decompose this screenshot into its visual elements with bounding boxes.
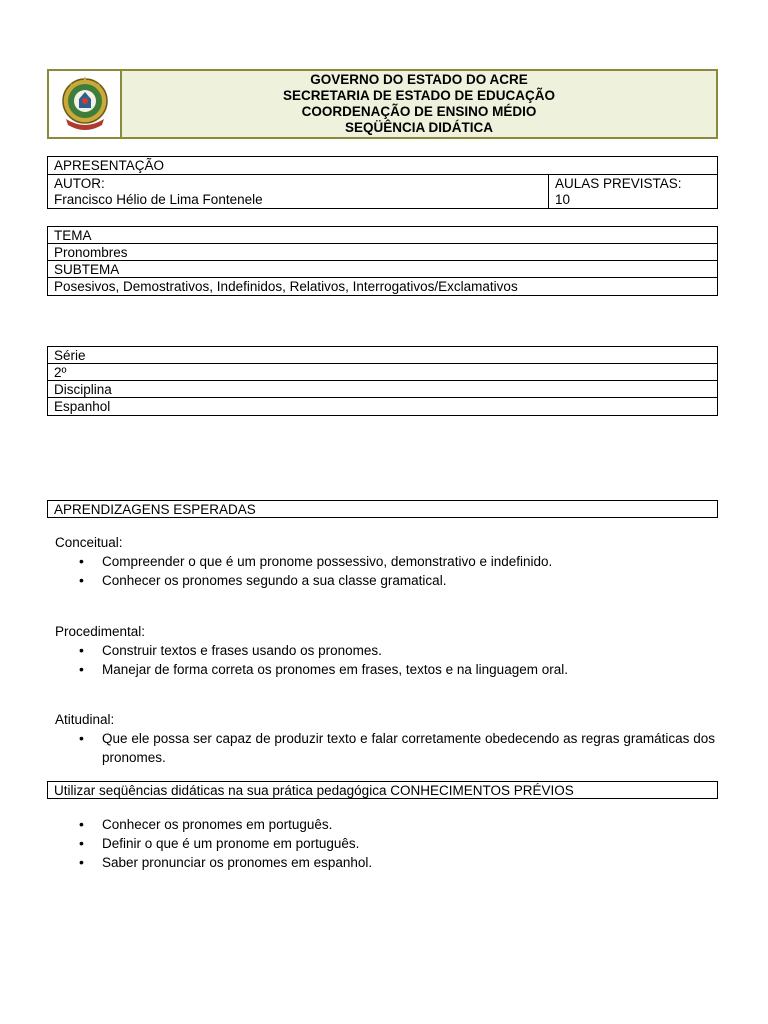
header-line-sequence: SEQÜÊNCIA DIDÁTICA [344, 120, 493, 135]
list-item [55, 729, 715, 767]
list-item-text: Conhecer os pronomes em português. [102, 817, 333, 832]
bullet-icon: • [79, 816, 84, 832]
presentation-table [47, 156, 718, 209]
presentation-author-row [48, 175, 717, 208]
bullet-icon: • [79, 854, 84, 870]
procedural-list [55, 641, 715, 679]
lessons-value: 10 [555, 192, 571, 207]
procedural-label: Procedimental: [55, 624, 146, 639]
author-value: Francisco Hélio de Lima Fontenele [54, 192, 263, 207]
conceptual-list [55, 552, 715, 590]
document-header [47, 69, 718, 139]
conceptual-label: Conceitual: [55, 535, 123, 550]
procedural-section [55, 622, 715, 679]
bullet-icon: • [79, 642, 84, 658]
attitudinal-section [55, 710, 715, 767]
list-item [55, 834, 715, 853]
header-line-secretariat: SECRETARIA DE ESTADO DE EDUCAÇÃO [282, 88, 556, 103]
header-title-block [122, 71, 716, 137]
author-label: AUTOR: [54, 176, 105, 191]
prior-knowledge-list [55, 815, 715, 872]
subject-value: Espanhol [54, 399, 111, 414]
list-item [55, 853, 715, 872]
theme-label: TEMA [48, 227, 717, 244]
list-item [55, 815, 715, 834]
bullet-icon: • [79, 572, 84, 588]
bullet-icon: • [79, 661, 84, 677]
list-item [55, 641, 715, 660]
lessons-label: AULAS PREVISTAS: [555, 176, 682, 191]
attitudinal-label: Atitudinal: [55, 712, 115, 727]
theme-table [47, 226, 718, 296]
logo-cell [49, 71, 122, 137]
list-item-text: Definir o que é um pronome em português. [102, 836, 360, 851]
subtheme-value: Posesivos, Demostrativos, Indefinidos, Relativos, Interrogativos/Exclamativos [54, 279, 518, 294]
subject-label: Disciplina [48, 381, 717, 398]
header-line-coordination: COORDENAÇÃO DE ENSINO MÉDIO [301, 104, 537, 119]
grade-value: 2º [48, 364, 717, 381]
theme-value: Pronombres [48, 244, 717, 261]
grade-table [47, 346, 718, 416]
list-item [55, 571, 715, 590]
bullet-icon: • [79, 835, 84, 851]
presentation-heading: APRESENTAÇÃO [48, 157, 717, 175]
list-item-text: Que ele possa ser capaz de produzir texto e falar corretamente obedecendo as regras gramáticas dos pronomes. [102, 731, 715, 765]
bullet-icon: • [79, 730, 84, 746]
subtheme-label: SUBTEMA [48, 261, 717, 278]
prior-knowledge-section [55, 815, 715, 872]
list-item [55, 660, 715, 679]
list-item-text: Conhecer os pronomes segundo a sua classe gramatical. [102, 573, 447, 588]
author-cell [48, 175, 548, 208]
list-item-text: Saber pronunciar os pronomes em espanhol. [102, 855, 373, 870]
header-line-government: GOVERNO DO ESTADO DO ACRE [310, 72, 528, 87]
bullet-icon: • [79, 553, 84, 569]
acre-state-coat-of-arms-icon [60, 73, 110, 135]
prior-knowledge-heading: Utilizar seqüências didáticas na sua prática pedagógica CONHECIMENTOS PRÉVIOS [47, 781, 718, 799]
expected-learning-heading: APRENDIZAGENS ESPERADAS [47, 500, 718, 518]
list-item-text: Compreender o que é um pronome possessivo, demonstrativo e indefinido. [102, 554, 553, 569]
list-item-text: Manejar de forma correta os pronomes em frases, textos e na linguagem oral. [102, 662, 568, 677]
list-item-text: Construir textos e frases usando os pronomes. [102, 643, 382, 658]
lessons-cell [548, 175, 717, 208]
conceptual-section [55, 533, 715, 590]
grade-label: Série [48, 347, 717, 364]
attitudinal-list [55, 729, 715, 767]
list-item [55, 552, 715, 571]
